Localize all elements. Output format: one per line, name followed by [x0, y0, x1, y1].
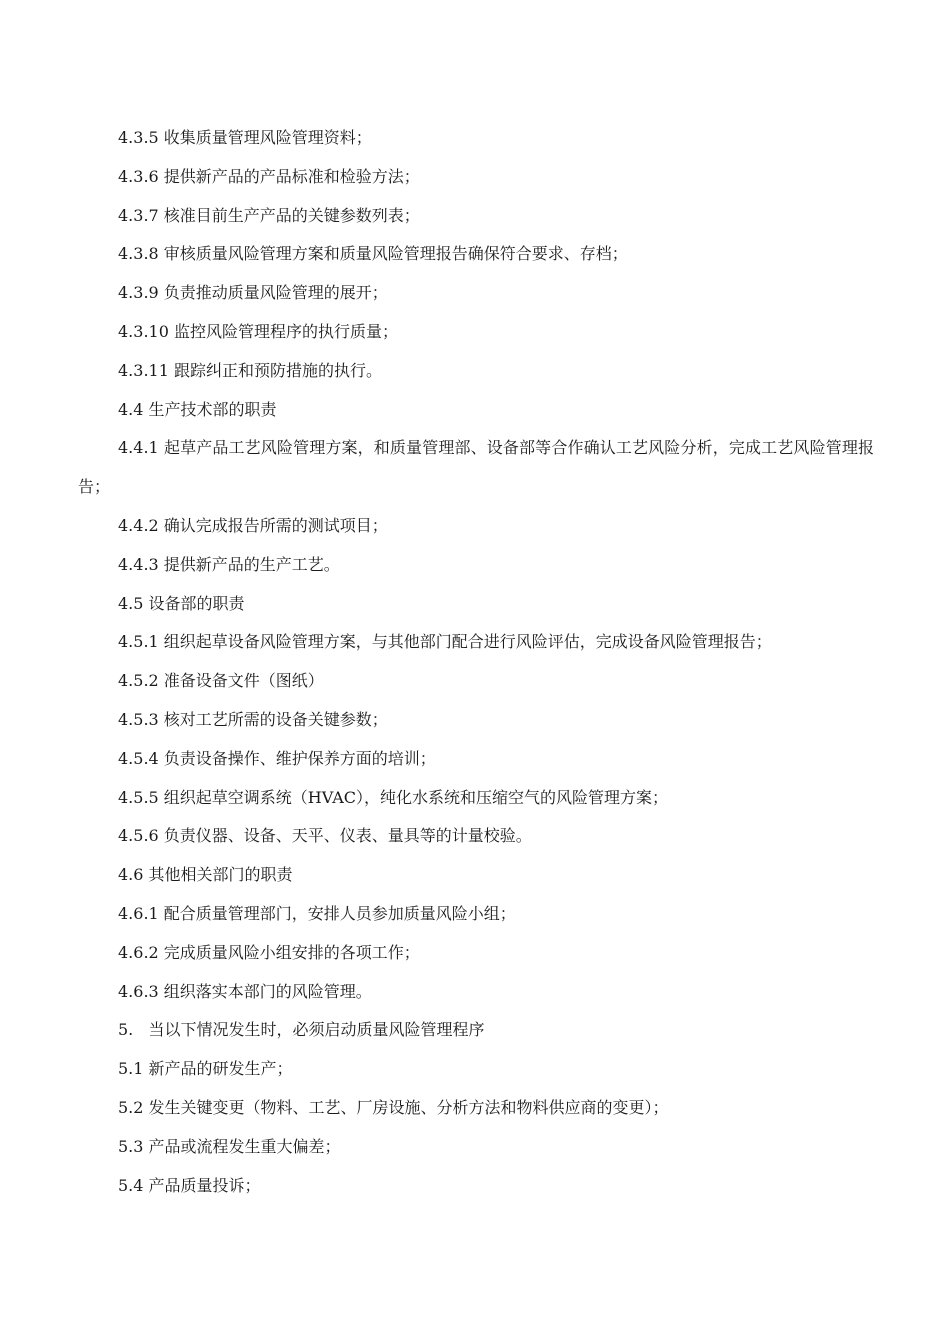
paragraph-4-3-11: 4.3.11 跟踪纠正和预防措施的执行。 — [118, 360, 382, 380]
heading-4-5: 4.5 设备部的职责 — [118, 593, 245, 613]
paragraph-4-4-2: 4.4.2 确认完成报告所需的测试项目； — [118, 515, 388, 535]
paragraph-4-3-5: 4.3.5 收集质量管理风险管理资料； — [118, 128, 372, 147]
paragraph-4-3-10: 4.3.10 监控风险管理程序的执行质量； — [118, 321, 398, 341]
paragraph-4-5-6: 4.5.6 负责仪器、设备、天平、仪表、量具等的计量校验。 — [118, 826, 532, 846]
paragraph-4-5-3: 4.5.3 核对工艺所需的设备关键参数； — [118, 709, 388, 729]
paragraph-4-3-8: 4.3.8 审核质量风险管理方案和质量风险管理报告确保符合要求、存档； — [118, 244, 628, 264]
paragraph-5-2: 5.2 发生关键变更（物料、工艺、厂房设施、分析方法和物料供应商的变更）； — [118, 1097, 669, 1117]
paragraph-4-4-3: 4.4.3 提供新产品的生产工艺。 — [118, 554, 340, 574]
paragraph-4-4-1: 4.4.1 起草产品工艺风险管理方案，和质量管理部、设备部等合作确认工艺风险分析，完成工艺风险管理报告； — [78, 438, 874, 497]
paragraph-5-3: 5.3 产品或流程发生重大偏差； — [118, 1136, 341, 1156]
heading-4-6: 4.6 其他相关部门的职责 — [118, 865, 293, 885]
paragraph-4-3-9: 4.3.9 负责推动质量风险管理的展开； — [118, 283, 388, 303]
paragraph-4-6-1: 4.6.1 配合质量管理部门，安排人员参加质量风险小组； — [118, 903, 516, 923]
paragraph-5-4: 5.4 产品质量投诉； — [118, 1175, 261, 1195]
paragraph-4-3-7: 4.3.7 核准目前生产产品的关键参数列表； — [118, 205, 420, 225]
paragraph-4-6-2: 4.6.2 完成质量风险小组安排的各项工作； — [118, 942, 420, 962]
paragraph-4-6-3: 4.6.3 组织落实本部门的风险管理。 — [118, 981, 372, 1001]
paragraph-4-5-4: 4.5.4 负责设备操作、维护保养方面的培训； — [118, 748, 436, 768]
paragraph-4-5-1: 4.5.1 组织起草设备风险管理方案，与其他部门配合进行风险评估，完成设备风险管理报告； — [118, 632, 772, 652]
paragraph-4-3-6: 4.3.6 提供新产品的产品标准和检验方法； — [118, 166, 420, 186]
heading-4-4: 4.4 生产技术部的职责 — [118, 399, 277, 419]
document-body — [78, 119, 874, 1205]
paragraph-4-5-5: 4.5.5 组织起草空调系统（HVAC），纯化水系统和压缩空气的风险管理方案； — [118, 787, 669, 807]
heading-5: 5. 当以下情况发生时，必须启动质量风险管理程序 — [118, 1020, 485, 1040]
paragraph-5-1: 5.1 新产品的研发生产； — [118, 1059, 293, 1079]
paragraph-4-5-2: 4.5.2 准备设备文件（图纸） — [118, 671, 324, 691]
